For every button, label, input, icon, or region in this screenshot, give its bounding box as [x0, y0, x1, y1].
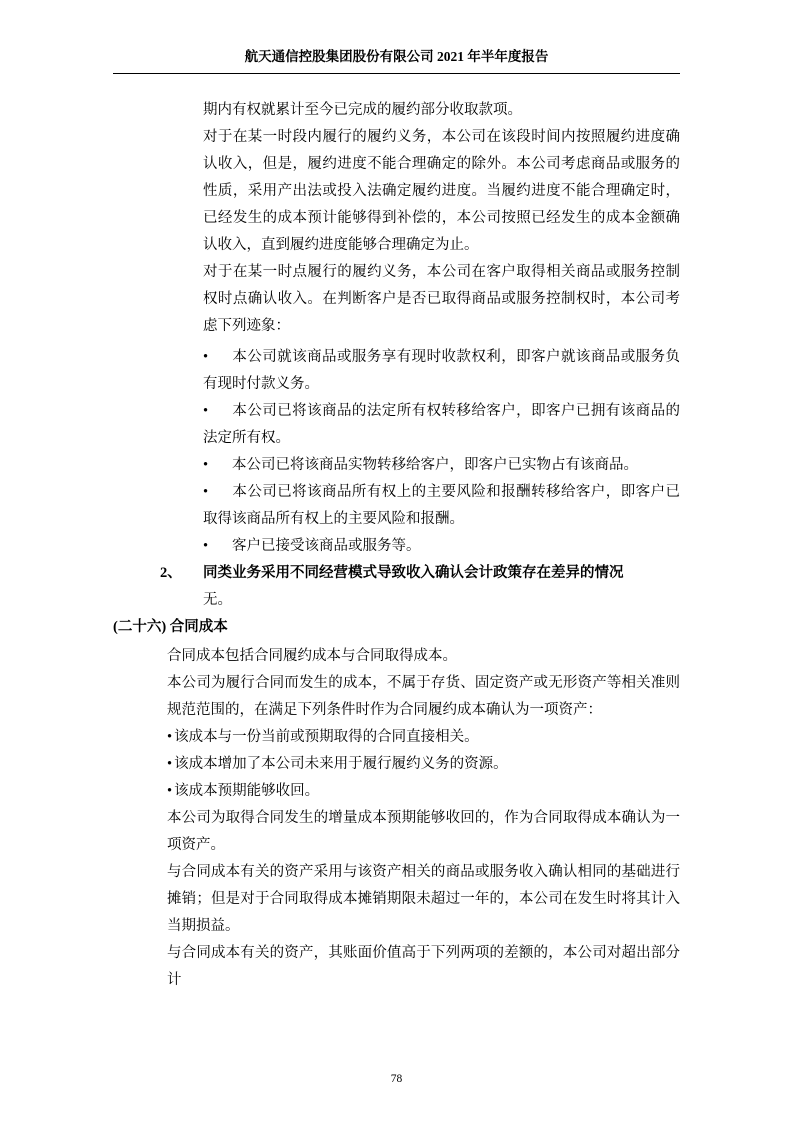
bullet-text: 本公司已将该商品的法定所有权转移给客户，即客户已拥有该商品的法定所有权。	[203, 403, 680, 446]
bullet-icon: •	[203, 349, 209, 365]
bullet-item	[203, 479, 680, 533]
bullet-item	[203, 533, 680, 560]
subsection-heading	[160, 560, 680, 587]
bullet-item	[167, 751, 680, 778]
bullet-item	[167, 724, 680, 751]
paragraph: 与合同成本有关的资产，其账面价值高于下列两项的差额的，本公司对超出部分计	[167, 945, 680, 988]
paragraph: 对于在某一时点履行的履约义务，本公司在客户取得相关商品或服务控制权时点确认收入。在判断客户是否已取得商品或服务控制权时，本公司考虑下列迹象：	[203, 264, 680, 334]
bullet-icon: •	[167, 729, 173, 745]
paragraph: 合同成本包括合同履约成本与合同取得成本。	[167, 648, 457, 664]
page-number: 78	[390, 1073, 403, 1085]
subsection-body: 无。	[203, 592, 232, 608]
paragraph: 本公司为履行合同而发生的成本，不属于存货、固定资产或无形资产等相关准则规范范围的，在满足下列条件时作为合同履约成本确认为一项资产：	[167, 675, 680, 718]
paragraph: 期内有权就累计至今已完成的履约部分收取款项。	[203, 102, 522, 118]
bullet-text: 本公司就该商品或服务享有现时收款权利，即客户就该商品或服务负有现时付款义务。	[203, 349, 680, 392]
contract-cost-body	[113, 643, 680, 994]
paragraph: 本公司为取得合同发生的增量成本预期能够收回的，作为合同取得成本确认为一项资产。	[167, 810, 680, 853]
subsection-number: 2、	[160, 565, 182, 581]
bullet-item	[203, 344, 680, 398]
bullet-icon: •	[167, 756, 173, 772]
bullet-item	[203, 452, 680, 479]
bullet-text: 该成本预期能够收回。	[174, 783, 320, 799]
bullet-text: 本公司已将该商品所有权上的主要风险和报酬转移给客户，即客户已取得该商品所有权上的主要风险和报酬。	[203, 484, 680, 527]
section-heading: (二十六) 合同成本	[113, 619, 228, 635]
bullet-icon: •	[203, 538, 209, 554]
page-body	[113, 97, 680, 994]
bullet-icon: •	[203, 403, 209, 419]
bullet-icon: •	[167, 783, 173, 799]
bullet-text: 该成本增加了本公司未来用于履行履约义务的资源。	[174, 756, 508, 772]
indicator-bullet-list	[113, 344, 680, 560]
subsection-title: 同类业务采用不同经营模式导致收入确认会计政策存在差异的情况	[203, 565, 624, 581]
report-title: 航天通信控股集团股份有限公司 2021 年半年度报告	[244, 49, 549, 64]
page-footer	[0, 1072, 793, 1086]
bullet-text: 本公司已将该商品实物转移给客户，即客户已实物占有该商品。	[232, 457, 638, 473]
paragraph: 与合同成本有关的资产采用与该资产相关的商品或服务收入确认相同的基础进行摊销；但是对于合同取得成本摊销期限未超过一年的，本公司在发生时将其计入当期损益。	[167, 864, 680, 934]
bullet-icon: •	[203, 457, 209, 473]
bullet-text: 该成本与一份当前或预期取得的合同直接相关。	[174, 729, 479, 745]
bullet-item	[203, 398, 680, 452]
bullet-item	[167, 778, 680, 805]
paragraph: 对于在某一时段内履行的履约义务，本公司在该段时间内按照履约进度确认收入，但是，履约进度不能合理确定的除外。本公司考虑商品或服务的性质，采用产出法或投入法确定履约进度。当履约进度不能合理确定时，已经发生的成本预计能够得到补偿的，本公司按照已经发生的成本金额确认收入，直到履约进度能够合理确定为止。	[203, 129, 680, 253]
bullet-text: 客户已接受该商品或服务等。	[232, 538, 421, 554]
bullet-icon: •	[203, 484, 209, 500]
running-header	[113, 48, 680, 74]
